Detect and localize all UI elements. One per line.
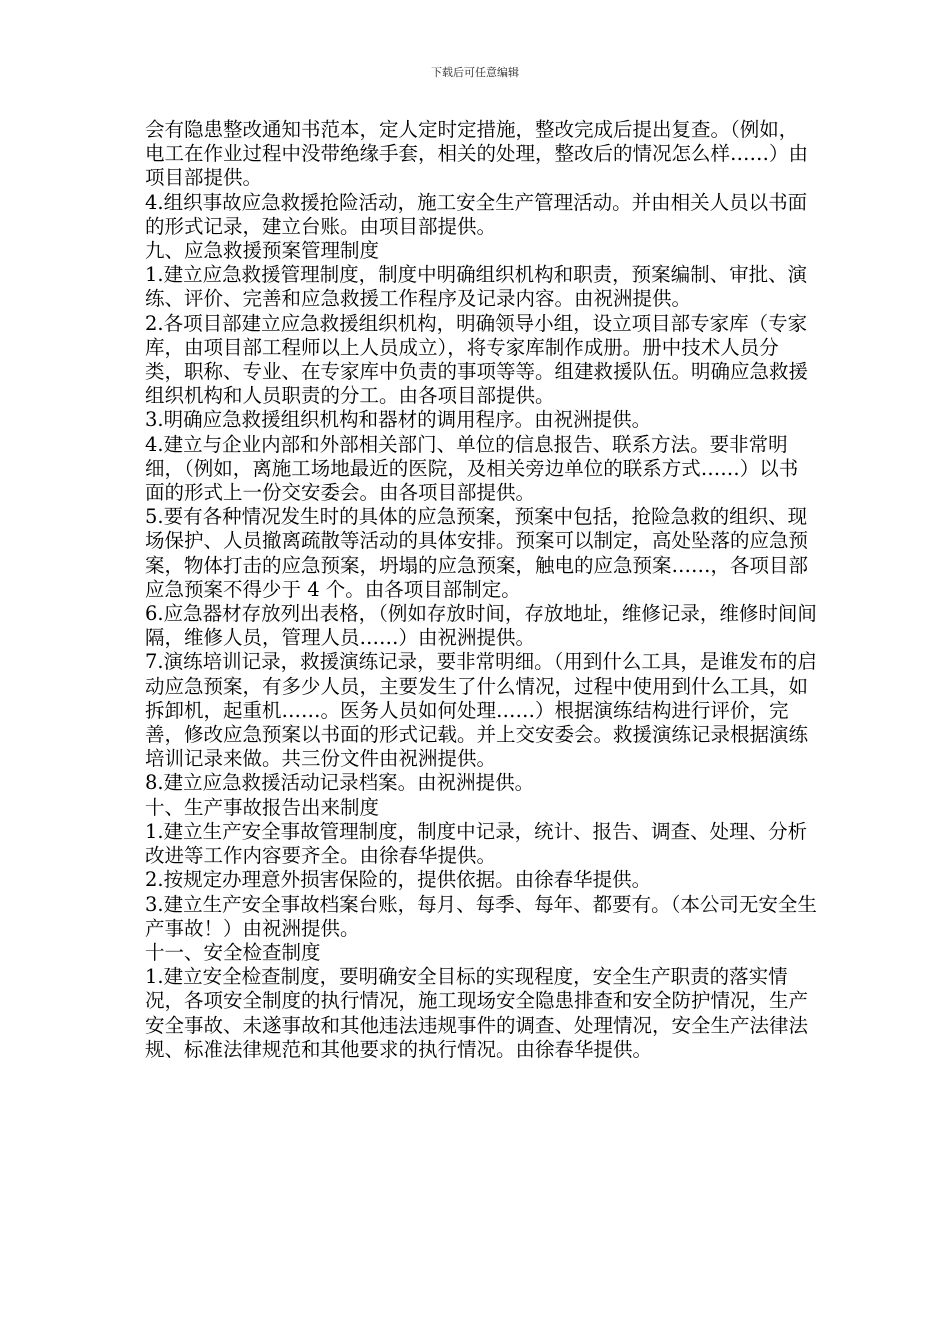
paragraph-item-4: 4.建立与企业内部和外部相关部门、单位的信息报告、联系方法。要非常明细，（例如，离施工场地最近的医院，及相关旁边单位的联系方式……）以书面的形式上一份交安委会。由各项目部提供。 [145, 432, 799, 505]
paragraph-item-5: 5.要有各种情况发生时的具体的应急预案，预案中包括，抢险急救的组织、现场保护、人员撤离疏散等活动的具体安排。预案可以制定，高处坠落的应急预案，物体打击的应急预案，坍塌的应急预案，触电的应急预案……，各项目部应急预案不得少于 4 个。由各项目部制定。 [145, 505, 809, 601]
document-body [145, 118, 817, 1062]
paragraph-item-2: 2.按规定办理意外损害保险的，提供依据。由徐春华提供。 [145, 868, 652, 892]
paragraph-item-6: 6.应急器材存放列出表格，（例如存放时间，存放地址，维修记录，维修时间间隔，维修人员，管理人员……）由祝洲提供。 [145, 602, 817, 650]
paragraph-item-4: 4.组织事故应急救援抢险活动，施工安全生产管理活动。并由相关人员以书面的形式记录，建立台账。由项目部提供。 [145, 190, 808, 238]
page-header: 下载后可任意编辑 [431, 66, 519, 79]
section-heading-10: 十、生产事故报告出来制度 [145, 795, 380, 819]
section-heading-11: 十一、安全检查制度 [145, 940, 321, 964]
paragraph-item-1: 1.建立安全检查制度，要明确安全目标的实现程度，安全生产职责的落实情况，各项安全制度的执行情况，施工现场安全隐患排查和安全防护情况，生产安全事故、未遂事故和其他违法违规事件的调查、处理情况，安全生产法律法规、标准法律规范和其他要求的执行情况。由徐春华提供。 [145, 965, 809, 1061]
paragraph-item-1: 1.建立应急救援管理制度，制度中明确组织机构和职责，预案编制、审批、演练、评价、完善和应急救援工作程序及记录内容。由祝洲提供。 [145, 263, 808, 311]
paragraph-item-1: 1.建立生产安全事故管理制度，制度中记录，统计、报告、调查、处理、分析改进等工作内容要齐全。由徐春华提供。 [145, 819, 808, 868]
paragraph-item-3: 3.建立生产安全事故档案台账，每月、每季、每年、都要有。（本公司无安全生产事故！）由祝洲提供。 [145, 892, 817, 940]
paragraph-item-7: 7.演练培训记录，救援演练记录，要非常明细。（用到什么工具，是谁发布的启动应急预案，有多少人员，主要发生了什么情况，过程中使用到什么工具，如拆卸机，起重机……。医务人员如何处理……）根据演练结构进行评价，完善，修改应急预案以书面的形式记载。并上交安委会。救援演练记录根据演练培训记录来做。共三份文件由祝洲提供。 [145, 650, 817, 771]
paragraph-continuation: 会有隐患整改通知书范本，定人定时定措施，整改完成后提出复查。（例如，电工在作业过程中没带绝缘手套，相关的处理，整改后的情况怎么样……）由项目部提供。 [145, 118, 809, 190]
paragraph-item-3: 3.明确应急救援组织机构和器材的调用程序。由祝洲提供。 [145, 408, 652, 432]
section-heading-9: 九、应急救援预案管理制度 [145, 239, 380, 263]
paragraph-item-2: 2.各项目部建立应急救援组织机构，明确领导小组，设立项目部专家库（专家库，由项目部工程师以上人员成立），将专家库制作成册。册中技术人员分类，职称、专业、在专家库中负责的事项等等。组建救援队伍。明确应急救援组织机构和人员职责的分工。由各项目部提供。 [145, 311, 809, 408]
paragraph-item-8: 8.建立应急救援活动记录档案。由祝洲提供。 [145, 771, 535, 795]
